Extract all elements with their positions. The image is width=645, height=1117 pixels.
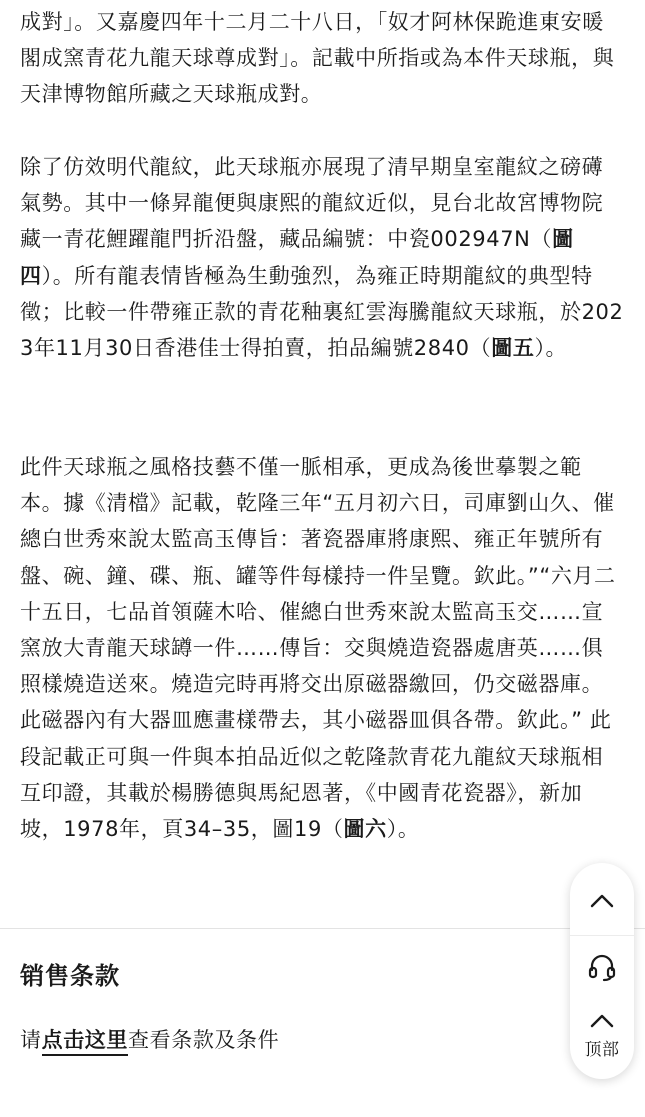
terms-section-title: 销售条款 <box>20 962 120 990</box>
terms-link[interactable]: 点击这里 <box>42 1028 128 1056</box>
figure-reference: 圖五 <box>491 336 535 361</box>
paragraph-text: 成對」。又嘉慶四年十二月二十八日，「奴才阿林保跪進東安暖閣成窯青花九龍天球尊成對」。記載中所指或為本件天球瓶，與天津博物館所藏之天球瓶成對。 <box>20 10 615 107</box>
chevron-up-icon <box>589 893 615 913</box>
paragraph-text: ）。所有龍表情皆極為生動強烈，為雍正時期龍紋的典型特徵；比較一件帶雍正款的青花釉裏紅雲海騰龍紋天球瓶，於2023年11月30日香港佳士得拍賣，拍品編號2840（ <box>20 263 624 361</box>
back-to-top-button[interactable] <box>570 1003 634 1069</box>
terms-suffix: 查看条款及条件 <box>128 1028 280 1052</box>
paragraph-text: ）。 <box>386 817 420 842</box>
paragraph <box>20 149 624 366</box>
back-to-top-label: 顶部 <box>584 1039 620 1060</box>
paragraph-text: 此件天球瓶之風格技藝不僅一脈相承，更成為後世摹製之範本。據《清檔》記載，乾隆三年“五月初六日，司庫劉山久、催總白世秀來說太監高玉傳旨：著瓷器庫將康熙、雍正年號所有盤、碗、鐘、碟、瓶、罐等件每樣持一件呈覽。欽此。”“六月二十五日，七品首領薩木哈、催總白世秀來說太監高玉交……宣窯放大青龍天球罇一件……傳旨：交與燒造瓷器處唐英……俱照樣燒造送來。燒造完時再將交出原磁器繳回，仍交磁器庫。此磁器內有大器皿應畫樣帶去，其小磁器皿俱各帶。欽此。” 此段記載正可與一件與本拍品近似之乾隆款青花九龍紋天球瓶相互印證，其載於楊勝德與馬紀恩著，《中國青花瓷器》，新加坡，1978年，頁34–35，圖19（ <box>20 455 616 842</box>
panel-divider <box>570 935 634 936</box>
paragraph-text: 除了仿效明代龍紋，此天球瓶亦展現了清早期皇室龍紋之磅礡氣勢。其中一條昇龍便與康熙的龍紋近似，見台北故宮博物院藏一青花鯉躍龍門折沿盤，藏品編號：中瓷002947N（ <box>20 155 604 252</box>
section-divider <box>0 928 645 929</box>
figure-reference: 圖六 <box>343 817 387 842</box>
terms-prefix: 请 <box>20 1028 42 1052</box>
chevron-up-icon <box>589 1013 615 1033</box>
paragraph <box>20 449 624 847</box>
customer-service-button[interactable] <box>570 943 634 995</box>
floating-action-panel <box>570 863 634 1079</box>
paragraph <box>20 4 624 113</box>
paragraph-text: ）。 <box>534 336 568 361</box>
figure-reference: 圖四 <box>20 227 574 288</box>
terms-line <box>20 1024 279 1054</box>
headset-icon <box>586 951 618 987</box>
collapse-panel-button[interactable] <box>570 877 634 929</box>
